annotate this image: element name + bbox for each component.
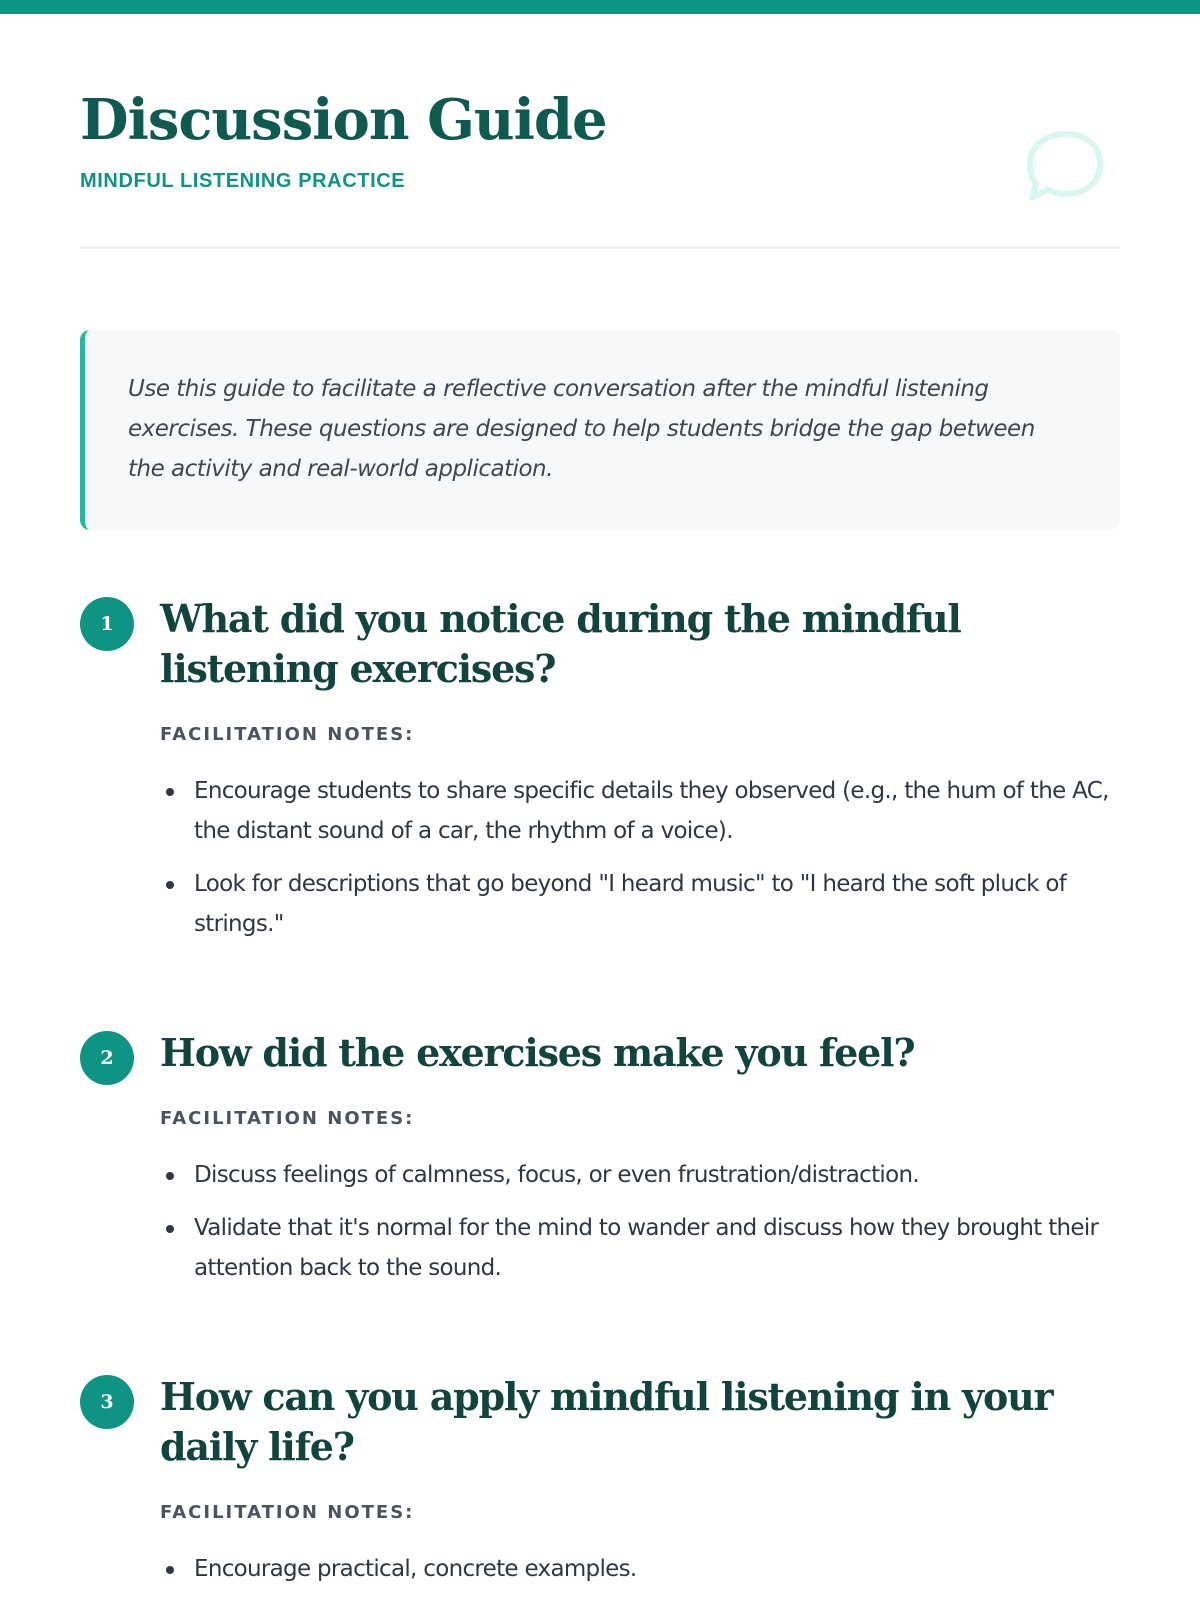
question-number-badge: 1 <box>80 597 134 651</box>
note-text: Encourage practical, concrete examples. <box>194 1556 637 1582</box>
bullet-icon <box>166 881 174 889</box>
bullet-icon <box>166 788 174 796</box>
note-item <box>160 1208 1120 1288</box>
note-item <box>160 771 1120 851</box>
question-body <box>160 1372 1120 1589</box>
question-3 <box>80 1372 1120 1600</box>
header-divider <box>80 246 1120 249</box>
intro-callout <box>80 330 1120 530</box>
header <box>80 87 1120 250</box>
bullet-icon <box>166 1225 174 1233</box>
note-text: Encourage students to share specific details they observed (e.g., the hum of the AC, the distant sound of a car, the rhythm of a voice). <box>194 778 1109 844</box>
question-number-badge: 2 <box>80 1031 134 1085</box>
note-text: Look for descriptions that go beyond "I heard music" to "I heard the soft pluck of strings." <box>194 871 1067 937</box>
note-item <box>160 864 1120 944</box>
question-title: How can you apply mindful listening in your daily life? <box>160 1374 1053 1469</box>
bullet-icon <box>166 1566 174 1574</box>
facilitation-notes-list <box>160 1549 1120 1589</box>
question-body <box>160 1028 1120 1288</box>
facilitation-notes-list <box>160 771 1120 944</box>
page-title: Discussion Guide <box>80 87 607 153</box>
question-number-badge: 3 <box>80 1375 134 1429</box>
question-body <box>160 594 1120 944</box>
page-subtitle: MINDFUL LISTENING PRACTICE <box>80 169 406 192</box>
facilitation-notes-label: FACILITATION NOTES: <box>160 724 415 745</box>
note-item <box>160 1549 1120 1589</box>
bullet-icon <box>166 1172 174 1180</box>
intro-text: Use this guide to facilitate a reflective conversation after the mindful listening exercises. These questions are designed to help students bridge the gap between the activity and real-world application. <box>128 376 1035 482</box>
facilitation-notes-label: FACILITATION NOTES: <box>160 1502 415 1523</box>
facilitation-notes-label: FACILITATION NOTES: <box>160 1108 415 1129</box>
question-2 <box>80 1028 1120 1301</box>
note-item <box>160 1155 1120 1195</box>
question-title: How did the exercises make you feel? <box>160 1030 915 1075</box>
chat-bubble-icon <box>1022 126 1106 210</box>
note-text: Discuss feelings of calmness, focus, or even frustration/distraction. <box>194 1162 919 1188</box>
note-text: Validate that it's normal for the mind to wander and discuss how they brought their attention back to the sound. <box>194 1215 1099 1281</box>
top-accent-bar <box>0 0 1200 14</box>
facilitation-notes-list <box>160 1155 1120 1288</box>
question-title: What did you notice during the mindful listening exercises? <box>160 596 961 691</box>
question-1 <box>80 594 1120 957</box>
